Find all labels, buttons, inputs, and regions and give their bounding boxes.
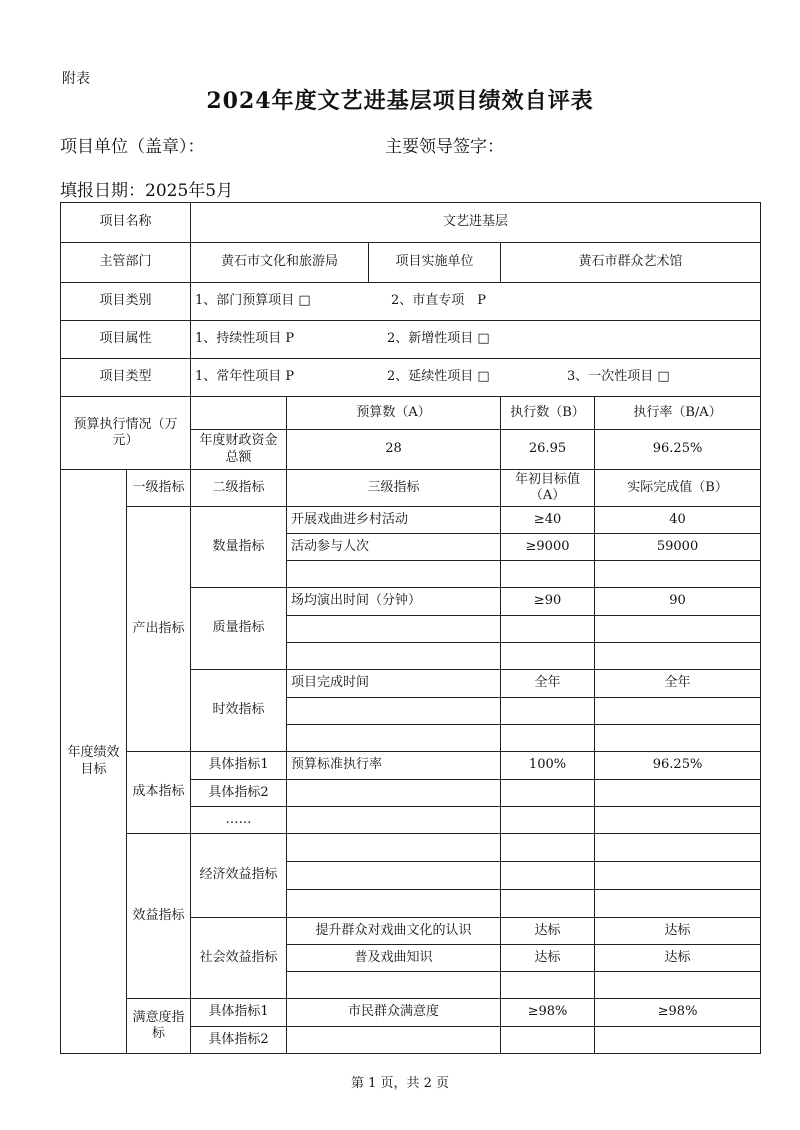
q1-target: ≥40 <box>501 507 595 534</box>
annual-fund-total-label: 年度财政资金总额 <box>191 430 287 470</box>
c1-actual: 96.25% <box>595 752 761 780</box>
budget-execution-label: 预算执行情况（万元） <box>61 397 191 470</box>
attribute-option-new: 2、新增性项目 □ <box>387 331 490 347</box>
performance-table <box>60 202 761 1054</box>
project-name-label: 项目名称 <box>61 203 191 243</box>
cost-specific-indicator-2: 具体指标2 <box>191 780 287 807</box>
table-row <box>61 507 761 534</box>
level3-header: 三级指标 <box>287 470 501 507</box>
cost-specific-indicator-1: 具体指标1 <box>191 752 287 780</box>
s1-actual: 达标 <box>595 918 761 945</box>
sat1-name: 市民群众满意度 <box>287 999 501 1027</box>
timeliness-indicator-label: 时效指标 <box>191 670 287 752</box>
t1-target: 全年 <box>501 670 595 698</box>
s2-actual: 达标 <box>595 945 761 972</box>
appendix-label: 附表 <box>62 71 90 87</box>
c1-target: 100% <box>501 752 595 780</box>
annual-goal-label: 年度绩效目标 <box>61 470 127 1054</box>
table-row <box>61 999 761 1027</box>
s2-target: 达标 <box>501 945 595 972</box>
satisfaction-specific-indicator-2: 具体指标2 <box>191 1027 287 1054</box>
q2-name: 活动参与人次 <box>287 534 501 561</box>
row-budget-header <box>61 397 761 430</box>
ql1-actual: 90 <box>595 588 761 616</box>
cost-indicator-label: 成本指标 <box>127 752 191 834</box>
project-name-value: 文艺进基层 <box>191 203 761 243</box>
type-option-annual: 1、常年性项目 P <box>195 369 295 385</box>
actual-header: 实际完成值（B） <box>595 470 761 507</box>
report-date: 填报日期：2025年5月 <box>60 181 234 201</box>
social-benefit-label: 社会效益指标 <box>191 918 287 999</box>
category-option-city-special: 2、市直专项 P <box>391 293 487 309</box>
s2-name: 普及戏曲知识 <box>287 945 501 972</box>
document-title: 2024年度文艺进基层项目绩效自评表 <box>206 88 594 114</box>
rate-value: 96.25% <box>595 430 761 470</box>
ql1-target: ≥90 <box>501 588 595 616</box>
leader-signature-label: 主要领导签字： <box>385 137 504 157</box>
s1-name: 提升群众对戏曲文化的认识 <box>287 918 501 945</box>
t1-actual: 全年 <box>595 670 761 698</box>
department-value: 黄石市文化和旅游局 <box>191 243 369 283</box>
row-project-category <box>61 283 761 321</box>
budget-column-header: 预算数（A） <box>287 397 501 430</box>
implementing-unit-label: 项目实施单位 <box>369 243 501 283</box>
project-unit-label: 项目单位（盖章）： <box>60 137 205 157</box>
type-option-one-time: 3、一次性项目 □ <box>567 369 670 385</box>
table-row <box>61 752 761 780</box>
attribute-option-continuing: 1、持续性项目 P <box>195 331 295 347</box>
sat1-target: ≥98% <box>501 999 595 1027</box>
economic-benefit-label: 经济效益指标 <box>191 834 287 918</box>
t1-name: 项目完成时间 <box>287 670 501 698</box>
project-attribute-label: 项目属性 <box>61 321 191 359</box>
project-category-label: 项目类别 <box>61 283 191 321</box>
s1-target: 达标 <box>501 918 595 945</box>
cost-ellipsis: …… <box>191 807 287 834</box>
level2-header: 二级指标 <box>191 470 287 507</box>
row-project-name <box>61 203 761 243</box>
type-option-extended: 2、延续性项目 □ <box>387 369 490 385</box>
sat1-actual: ≥98% <box>595 999 761 1027</box>
row-indicator-header <box>61 470 761 507</box>
level1-header: 一级指标 <box>127 470 191 507</box>
satisfaction-indicator-label: 满意度指标 <box>127 999 191 1054</box>
q2-actual: 59000 <box>595 534 761 561</box>
execution-value: 26.95 <box>501 430 595 470</box>
category-option-dept-budget: 1、部门预算项目 □ <box>195 293 311 309</box>
satisfaction-specific-indicator-1: 具体指标1 <box>191 999 287 1027</box>
table-row <box>61 834 761 862</box>
department-label: 主管部门 <box>61 243 191 283</box>
implementing-unit-value: 黄石市群众艺术馆 <box>501 243 761 283</box>
row-department <box>61 243 761 283</box>
quality-indicator-label: 质量指标 <box>191 588 287 670</box>
c1-name: 预算标准执行率 <box>287 752 501 780</box>
rate-column-header: 执行率（B/A） <box>595 397 761 430</box>
output-indicator-label: 产出指标 <box>127 507 191 752</box>
target-header: 年初目标值（A） <box>501 470 595 507</box>
ql1-name: 场均演出时间（分钟） <box>287 588 501 616</box>
q1-actual: 40 <box>595 507 761 534</box>
row-project-attribute <box>61 321 761 359</box>
execution-column-header: 执行数（B） <box>501 397 595 430</box>
benefit-indicator-label: 效益指标 <box>127 834 191 999</box>
q2-target: ≥9000 <box>501 534 595 561</box>
quantity-indicator-label: 数量指标 <box>191 507 287 588</box>
page-number: 第 1 页，共 2 页 <box>350 1076 450 1091</box>
q1-name: 开展戏曲进乡村活动 <box>287 507 501 534</box>
row-project-type <box>61 359 761 397</box>
project-type-label: 项目类型 <box>61 359 191 397</box>
budget-value: 28 <box>287 430 501 470</box>
